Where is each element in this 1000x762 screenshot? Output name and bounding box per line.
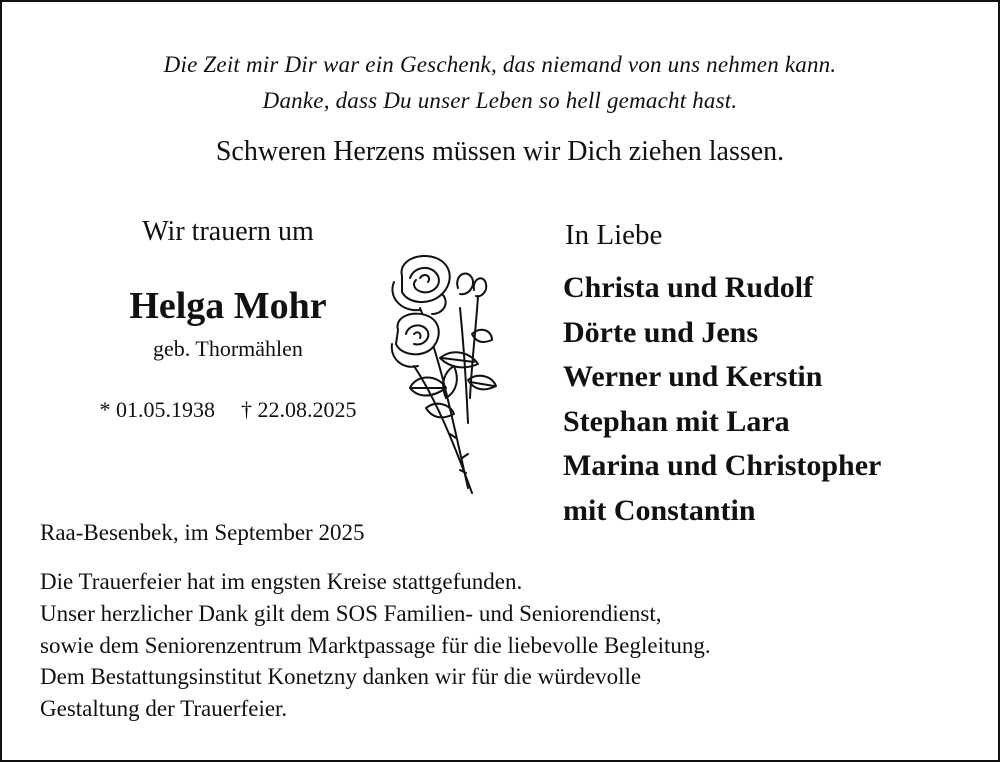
- mourner-name: Marina und Christopher: [563, 449, 882, 482]
- birth-name: geb. Thormählen: [153, 336, 303, 361]
- notice-heading: Schweren Herzens müssen wir Dich ziehen lassen.: [215, 136, 785, 167]
- mourner-name: Stephan mit Lara: [563, 404, 790, 438]
- life-dates: [38, 397, 418, 423]
- closing-line: sowie dem Seniorenzentrum Marktpassage für die liebevolle Begleitung.: [40, 632, 711, 658]
- death-date: † 22.08.2025: [241, 397, 357, 422]
- deceased-name: Helga Mohr: [129, 285, 327, 327]
- mourner-name: mit Constantin: [563, 493, 756, 527]
- mourner-name: Christa und Rudolf: [563, 271, 814, 304]
- quote-line-1: Die Zeit mir Dir war ein Geschenk, das niemand von uns nehmen kann.: [163, 52, 837, 77]
- closing-line: Gestaltung der Trauerfeier.: [40, 696, 288, 722]
- closing-line: Dem Bestattungsinstitut Konetzny danken wir für die würdevolle: [40, 664, 642, 690]
- mourner-name: Werner und Kerstin: [563, 360, 823, 393]
- closing-text: [40, 566, 970, 725]
- birth-date: * 01.05.1938: [99, 397, 215, 422]
- closing-line: Unser herzlicher Dank gilt dem SOS Familien- und Seniorendienst,: [40, 600, 662, 626]
- quote-line-2: Danke, dass Du unser Leben so hell gemacht hast.: [262, 88, 738, 113]
- mourners-list: [563, 266, 881, 533]
- mourners-intro: In Liebe: [565, 219, 663, 251]
- mourning-intro: Wir trauern um: [142, 216, 314, 247]
- closing-line: Die Trauerfeier hat im engsten Kreise stattgefunden.: [40, 569, 523, 594]
- rose-icon: [380, 248, 500, 498]
- mourner-name: Dörte und Jens: [563, 315, 759, 349]
- place-and-date: Raa-Besenbek, im September 2025: [40, 520, 365, 545]
